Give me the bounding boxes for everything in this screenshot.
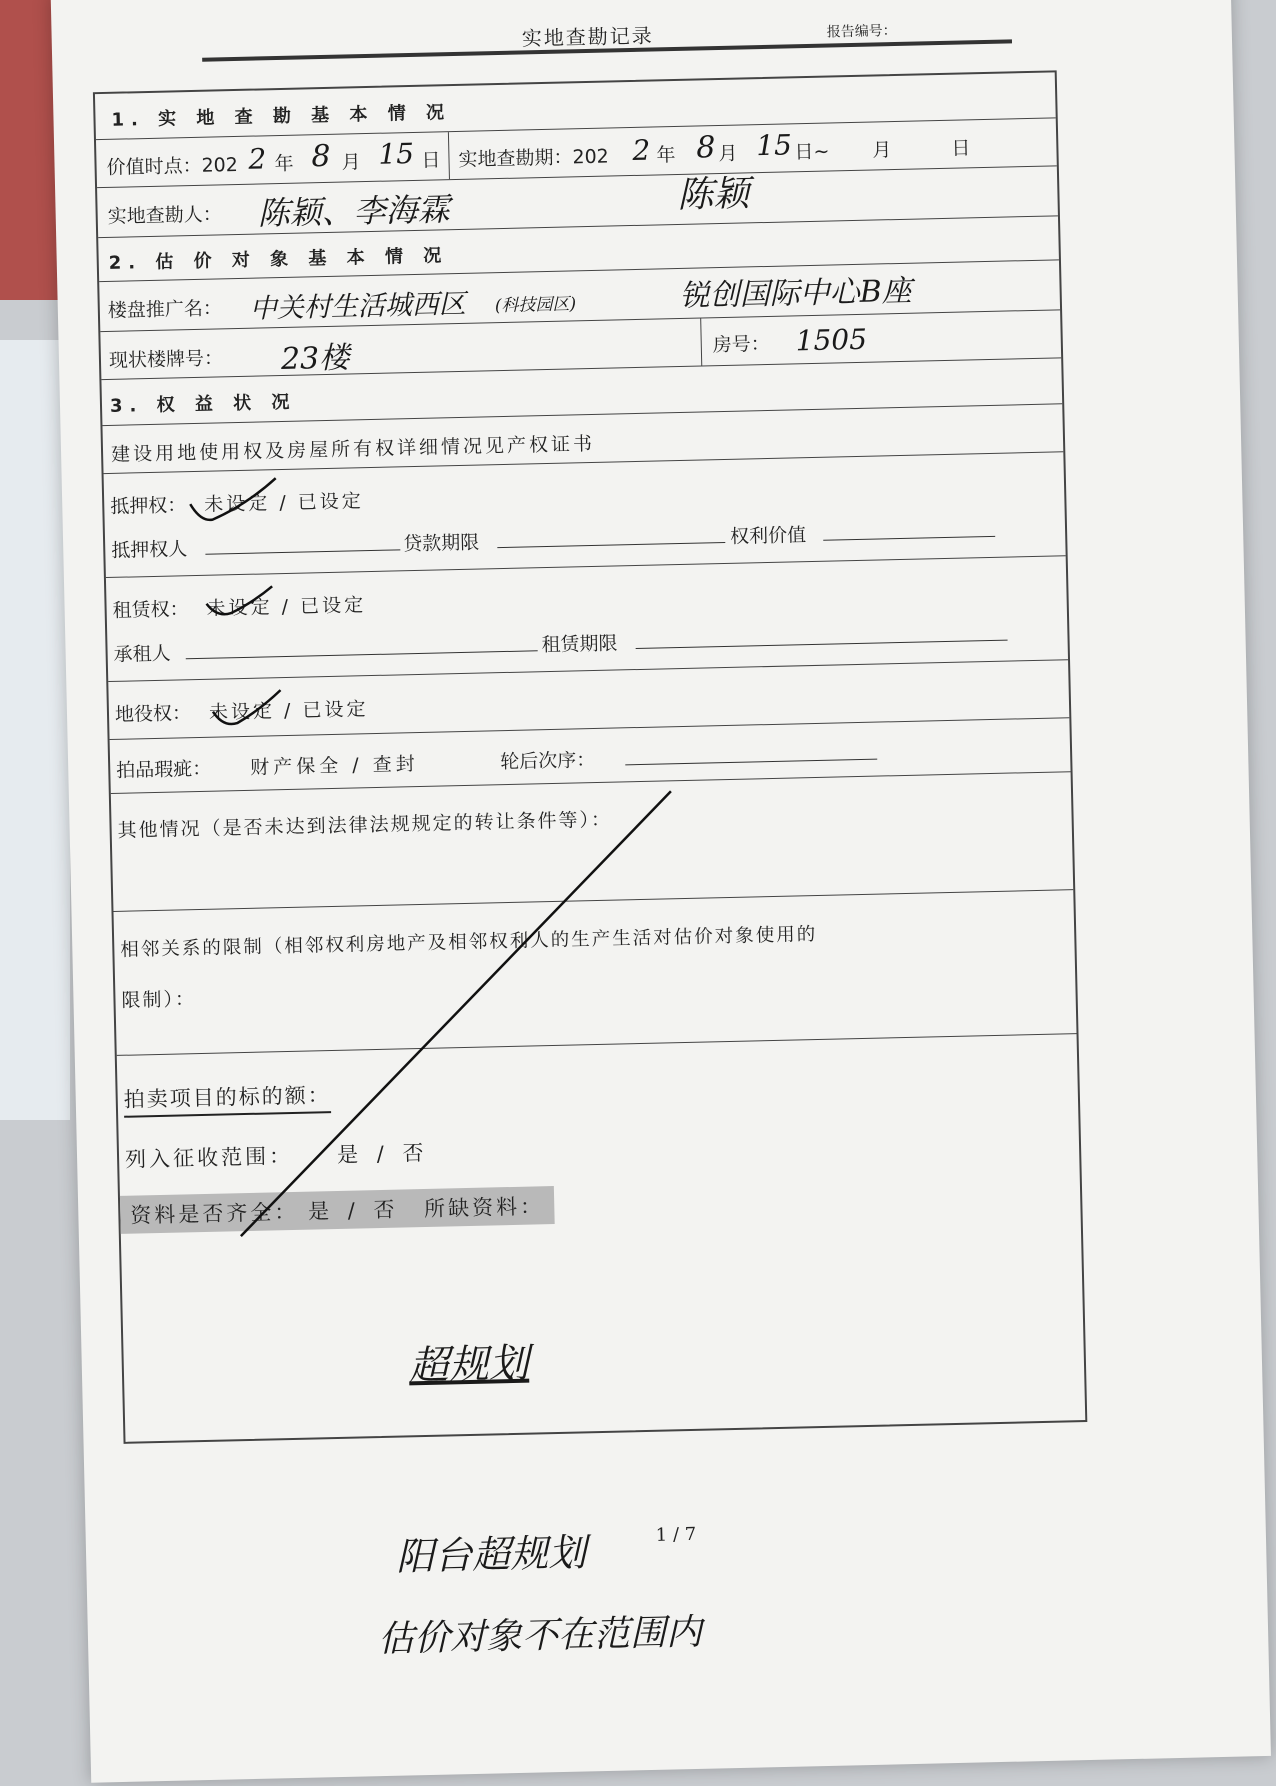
- survey-end-month-label: 月: [872, 139, 892, 162]
- handwritten-note-2: 阳台超规划: [395, 1530, 587, 1579]
- handwritten-note-3: 估价对象不在范围内: [377, 1611, 703, 1661]
- section2-title: 2. 估 价 对 象 基 本 情 况: [108, 245, 449, 274]
- project-name-label: 楼盘推广名：: [107, 297, 223, 322]
- mortgage-label: 抵押权：: [110, 494, 187, 518]
- lease-label: 租赁权：: [112, 598, 189, 622]
- value-date-month-handwritten: 8: [311, 138, 331, 175]
- value-date-month-label: 月: [341, 151, 361, 174]
- building-number-handwritten: 23楼: [280, 340, 350, 378]
- loan-term-label: 贷款期限: [402, 531, 480, 556]
- defect-options: 财产保全 / 查封: [250, 753, 419, 779]
- right-value-label: 权利价值: [729, 524, 807, 548]
- value-date-day-handwritten: 15: [378, 136, 415, 171]
- surveyor-label: 实地查勘人：: [107, 203, 222, 228]
- survey-day-handwritten: 15: [755, 128, 793, 163]
- survey-year-handwritten: 2: [631, 133, 651, 167]
- documents-label: 资料是否齐全：: [130, 1199, 299, 1228]
- page-number: 1 / 7: [655, 1523, 697, 1546]
- survey-end-day-label: 日: [951, 137, 971, 160]
- mortgagee-label: 抵押权人: [111, 538, 188, 562]
- round-order-label: 轮后次序：: [499, 748, 596, 774]
- other-label: 其他情况（是否未达到法律法规规定的转让条件等）：: [117, 808, 613, 842]
- value-date-label: 价值时点：202: [106, 153, 239, 179]
- survey-period-label: 实地查勘期：202: [458, 145, 610, 171]
- section3-title: 3. 权 益 状 况: [109, 391, 297, 417]
- surveyor-handwritten: 陈颖、李海霖: [257, 190, 451, 233]
- project-name-handwritten: 中关村生活城西区: [249, 288, 467, 325]
- adjacent-label: 相邻关系的限制（相邻权利房地产及相邻权利人的生产生活对估价对象使用的: [120, 924, 818, 961]
- defect-label: 拍品瑕疵：: [116, 757, 212, 782]
- survey-month-label: 月: [718, 142, 738, 166]
- value-date-year-suffix: 年: [274, 152, 294, 176]
- handwritten-note-1: 超规划: [408, 1340, 530, 1390]
- lessee-label: 承租人: [113, 642, 171, 666]
- value-date-day-label: 日: [421, 149, 441, 172]
- room-number-handwritten: 1505: [795, 322, 868, 358]
- surveyor-signature: 陈颖: [676, 173, 750, 216]
- survey-form-table: [93, 70, 1087, 1444]
- survey-day-label: 日~: [794, 140, 830, 164]
- documents-options: 是 / 否: [307, 1197, 401, 1224]
- easement-options: 未设定 / 已设定: [208, 698, 369, 724]
- project-name-handwritten-2: 锐创国际中心B座: [679, 273, 913, 314]
- section1-title: 1. 实 地 查 勘 基 本 情 况: [111, 102, 452, 131]
- report-number-label: 报告编号：: [826, 22, 897, 41]
- building-number-label: 现状楼牌号：: [108, 347, 224, 372]
- value-date-year-handwritten: 2: [248, 142, 267, 176]
- cert-note: 建设用地使用权及房屋所有权详细情况见产权证书: [110, 432, 596, 466]
- room-number-label: 房号：: [712, 332, 771, 357]
- lease-options: 未设定 / 已设定: [206, 594, 367, 620]
- document-title: 实地查勘记录: [521, 23, 655, 51]
- diagonal-strike-line: [95, 72, 1085, 1433]
- survey-month-handwritten: 8: [695, 130, 716, 166]
- expropriation-options: 是 / 否: [336, 1140, 430, 1167]
- lease-term-label: 租赁期限: [541, 632, 618, 657]
- survey-year-suffix: 年: [656, 144, 676, 167]
- adjacent-label-line2: 限制）：: [121, 988, 197, 1012]
- project-name-note-handwritten: (科技园区): [494, 294, 577, 317]
- easement-label: 地役权：: [114, 702, 192, 726]
- expropriation-label: 列入征收范围：: [124, 1143, 294, 1172]
- auction-amount-label: 拍卖项目的标的额：: [123, 1079, 331, 1118]
- mortgage-options: 未设定 / 已设定: [204, 490, 364, 516]
- missing-documents-label: 所缺资料：: [423, 1194, 545, 1221]
